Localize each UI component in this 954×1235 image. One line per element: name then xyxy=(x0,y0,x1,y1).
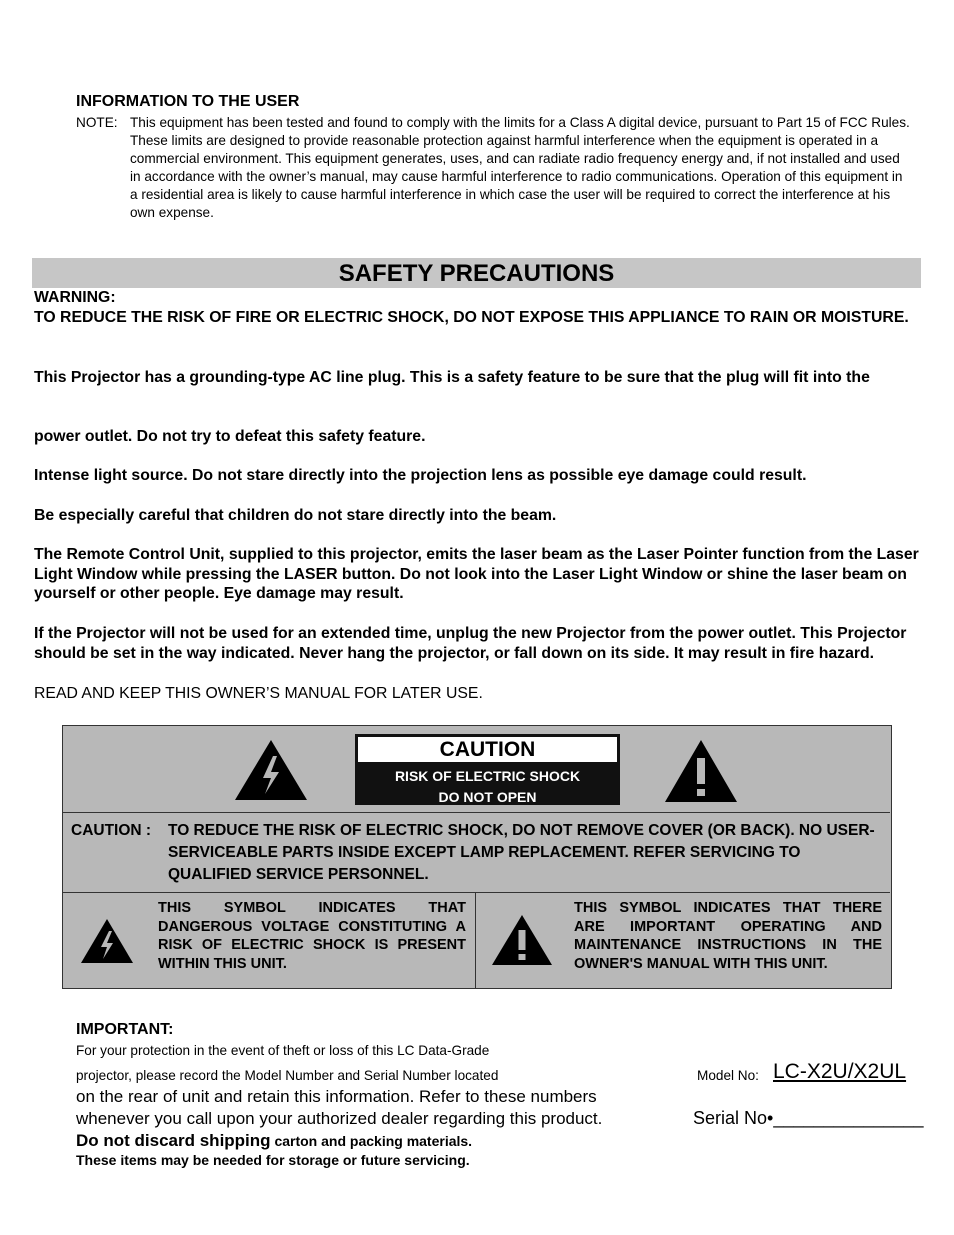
caution-title: CAUTION xyxy=(358,737,617,762)
unplug-text: If the Projector will not be used for an extended time, unplug the new Projector from the power outlet. This Projector should be set in the way indicated. Never hang the projector, or fall down on its side. It may result in fire hazard. xyxy=(34,625,907,662)
plug-text-continued: power outlet. Do not try to defeat this safety feature. xyxy=(34,428,426,445)
important-line-3: on the rear of unit and retain this information. Refer to these numbers xyxy=(76,1087,597,1106)
important-line-1: For your protection in the event of theft or loss of this LC Data-Grade xyxy=(76,1043,490,1058)
light-source-text: Intense light source. Do not stare directly into the projection lens as possible eye damage could result. xyxy=(34,467,807,484)
remote-laser-text: The Remote Control Unit, supplied to this projector, emits the laser beam as the Laser Pointer function from the Laser Light Window while pressing the LASER button. Do not look into the Laser Light Window or shine the laser beam on yourself or other people. Eye damage may result. xyxy=(34,546,919,603)
read-keep-text: READ AND KEEP THIS OWNER’S MANUAL FOR LATER USE. xyxy=(34,685,483,702)
caution-line-1: RISK OF ELECTRIC SHOCK xyxy=(394,768,581,784)
important-line-6: These items may be needed for storage or future servicing. xyxy=(76,1152,470,1168)
lightning-warning-icon xyxy=(233,738,309,802)
caution-statement: TO REDUCE THE RISK OF ELECTRIC SHOCK, DO NOT REMOVE COVER (OR BACK). NO USER-SERVICEABLE PARTS INSIDE EXCEPT LAMP REPLACEMENT. REFER SERVICING TO QUALIFIED SERVICE PERSONNEL. xyxy=(168,822,875,883)
voltage-symbol-cell xyxy=(63,893,476,989)
caution-top-row xyxy=(63,726,890,813)
serial-number-field: Serial No•_______________ xyxy=(693,1108,924,1128)
safety-precautions-title: SAFETY PRECAUTIONS xyxy=(32,258,921,288)
important-line-4: whenever you call upon your authorized dealer regarding this product. xyxy=(76,1109,603,1128)
warning-label: WARNING: xyxy=(34,289,116,306)
model-number-label: Model No: xyxy=(697,1068,759,1083)
lightning-warning-icon xyxy=(79,917,135,965)
carton-text: carton and packing materials. xyxy=(270,1133,473,1149)
info-heading: INFORMATION TO THE USER xyxy=(76,93,300,110)
note-label: NOTE: xyxy=(76,115,118,130)
caution-label-panel xyxy=(62,725,892,989)
caution-line-2: DO NOT OPEN xyxy=(438,789,537,805)
note-text: This equipment has been tested and found to comply with the limits for a Class A digital device, pursuant to Part 15 of FCC Rules. These limits are designed to provide reasonable protection against harmful interference when the equipment is operated in a commercial environment. This equipment generates, uses, and can radiate radio frequency energy and, if not installed and used in accordance with the owner’s manual, may cause harmful interference to radio communications. Operation of this equipment in a residential area is likely to cause harmful interference in which case the user will be required to correct the interference at his own expense. xyxy=(130,115,910,220)
important-line-5 xyxy=(76,1131,472,1151)
exclamation-warning-icon xyxy=(663,738,739,804)
caution-statement-row xyxy=(63,812,890,893)
exclamation-warning-icon xyxy=(490,913,554,967)
warning-text: TO REDUCE THE RISK OF FIRE OR ELECTRIC SHOCK, DO NOT EXPOSE THIS APPLIANCE TO RAIN OR MOISTURE. xyxy=(34,309,909,326)
instructions-symbol-cell xyxy=(476,893,890,989)
caution-box xyxy=(355,734,620,805)
children-text: Be especially careful that children do not stare directly into the beam. xyxy=(34,507,557,524)
do-not-discard-text: Do not discard shipping xyxy=(76,1131,271,1150)
voltage-symbol-text: THIS SYMBOL INDICATES THAT DANGEROUS VOLTAGE CONSTITUTING A RISK OF ELECTRIC SHOCK IS PRESENT WITHIN THIS UNIT. xyxy=(158,900,466,972)
important-line-2: projector, please record the Model Number and Serial Number located xyxy=(76,1068,499,1083)
model-number-value: LC-X2U/X2UL xyxy=(773,1060,907,1083)
important-heading: IMPORTANT: xyxy=(76,1021,174,1038)
caution-prefix: CAUTION : xyxy=(71,822,152,839)
instructions-symbol-text: THIS SYMBOL INDICATES THAT THERE ARE IMPORTANT OPERATING AND MAINTENANCE INSTRUCTIONS IN THE OWNER'S MANUAL WITH THIS UNIT. xyxy=(574,900,882,972)
plug-text: This Projector has a grounding-type AC line plug. This is a safety feature to be sure that the plug will fit into the xyxy=(34,369,870,386)
